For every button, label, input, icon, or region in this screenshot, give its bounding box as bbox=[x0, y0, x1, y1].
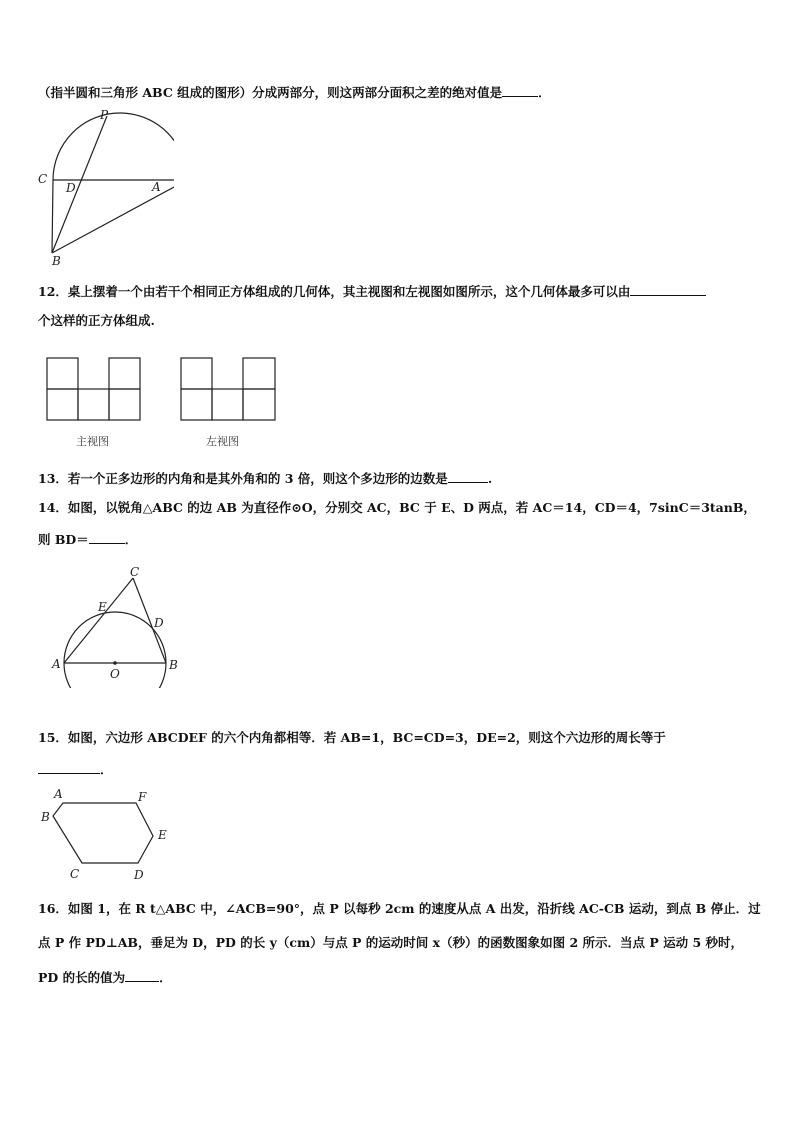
front-view-grid bbox=[47, 358, 140, 420]
fig11-label-D: D bbox=[66, 181, 76, 195]
left-view-grid bbox=[181, 358, 275, 420]
q12-answer-blank bbox=[630, 283, 706, 296]
figure-circle-triangle bbox=[48, 563, 188, 688]
figure-three-views bbox=[40, 350, 290, 425]
fig14-label-E: E bbox=[98, 600, 107, 614]
q13-end: . bbox=[487, 471, 493, 486]
q16-line3 bbox=[38, 969, 758, 986]
q13-line bbox=[38, 470, 758, 487]
fig11-label-P: P bbox=[100, 108, 109, 122]
figure-hexagon bbox=[36, 784, 186, 884]
q16-end: ． bbox=[159, 970, 172, 985]
fig14-label-D: D bbox=[154, 616, 164, 630]
q14-line1 bbox=[38, 500, 758, 516]
fig11-label-A: A bbox=[152, 180, 161, 194]
q14-line2 bbox=[38, 531, 758, 548]
q11-tail-text bbox=[38, 84, 758, 101]
q13-answer-blank bbox=[448, 470, 488, 483]
q14-text-1: 14．如图，以锐角△ABC 的边 AB 为直径作⊙O，分别交 AC，BC 于 E、D 两点，若 AC＝14，CD＝4，7sinC＝3tanB， bbox=[38, 500, 756, 515]
left-view-caption: 左视图 bbox=[206, 435, 239, 448]
fig15-label-C: C bbox=[70, 867, 80, 881]
fig15-label-B: B bbox=[41, 810, 50, 824]
fig15-label-A: A bbox=[54, 787, 63, 801]
fig14-label-O: O bbox=[110, 667, 120, 681]
q11-end: ． bbox=[538, 85, 551, 100]
q16-text-1: 16．如图 1，在 R t△ABC 中，∠ACB=90°，点 P 以每秒 2cm 的速度从点 A 出发，沿折线 AC-CB 运动，到点 B 停止．过 bbox=[38, 901, 761, 916]
fig14-label-B: B bbox=[169, 658, 178, 672]
figure-semicircle-triangle bbox=[34, 108, 174, 268]
q12-line1 bbox=[38, 283, 758, 300]
q12-line2 bbox=[38, 313, 758, 329]
q16-text-2: 点 P 作 PD⊥AB，垂足为 D，PD 的长 y（cm）与点 P 的运动时间 x（秒）的函数图象如图 2 所示．当点 P 运动 5 秒时， bbox=[38, 935, 744, 950]
fig14-label-A: A bbox=[52, 657, 61, 671]
q16-line1 bbox=[38, 901, 761, 917]
q16-text-3: PD 的长的值为 bbox=[38, 970, 126, 985]
q15-answer-blank bbox=[38, 761, 100, 774]
q12-text-1: 12．桌上摆着一个由若干个相同正方体组成的几何体，其主视图和左视图如图所示，这个几何体最多可以由 bbox=[38, 284, 631, 299]
q11-text: （指半圆和三角形 ABC 组成的图形）分成两部分，则这两部分面积之差的绝对值是 bbox=[38, 85, 503, 100]
q12-text-2: 个这样的正方体组成. bbox=[38, 313, 155, 328]
q15-end: ． bbox=[100, 762, 113, 777]
q14-text-2: 则 BD＝ bbox=[38, 532, 89, 547]
fig15-label-E: E bbox=[158, 828, 167, 842]
fig11-label-B: B bbox=[52, 254, 61, 268]
q15-text-1: 15．如图，六边形 ABCDEF 的六个内角都相等．若 AB=1，BC=CD=3，DE=2，则这个六边形的周长等于 bbox=[38, 730, 666, 745]
q16-line2 bbox=[38, 935, 758, 951]
q15-line2 bbox=[38, 761, 758, 778]
front-view-caption: 主视图 bbox=[76, 435, 109, 448]
fig14-label-C: C bbox=[130, 565, 140, 579]
q14-end: ． bbox=[124, 532, 138, 547]
q14-answer-blank bbox=[89, 531, 125, 544]
q15-line1 bbox=[38, 730, 758, 746]
q13-text: 13．若一个正多边形的内角和是其外角和的 3 倍，则这个多边形的边数是 bbox=[38, 471, 448, 486]
fig11-label-C: C bbox=[38, 172, 48, 186]
fig15-label-F: F bbox=[138, 790, 147, 804]
fig15-label-D: D bbox=[134, 868, 144, 882]
q16-answer-blank bbox=[125, 969, 159, 982]
q11-answer-blank bbox=[502, 84, 538, 97]
